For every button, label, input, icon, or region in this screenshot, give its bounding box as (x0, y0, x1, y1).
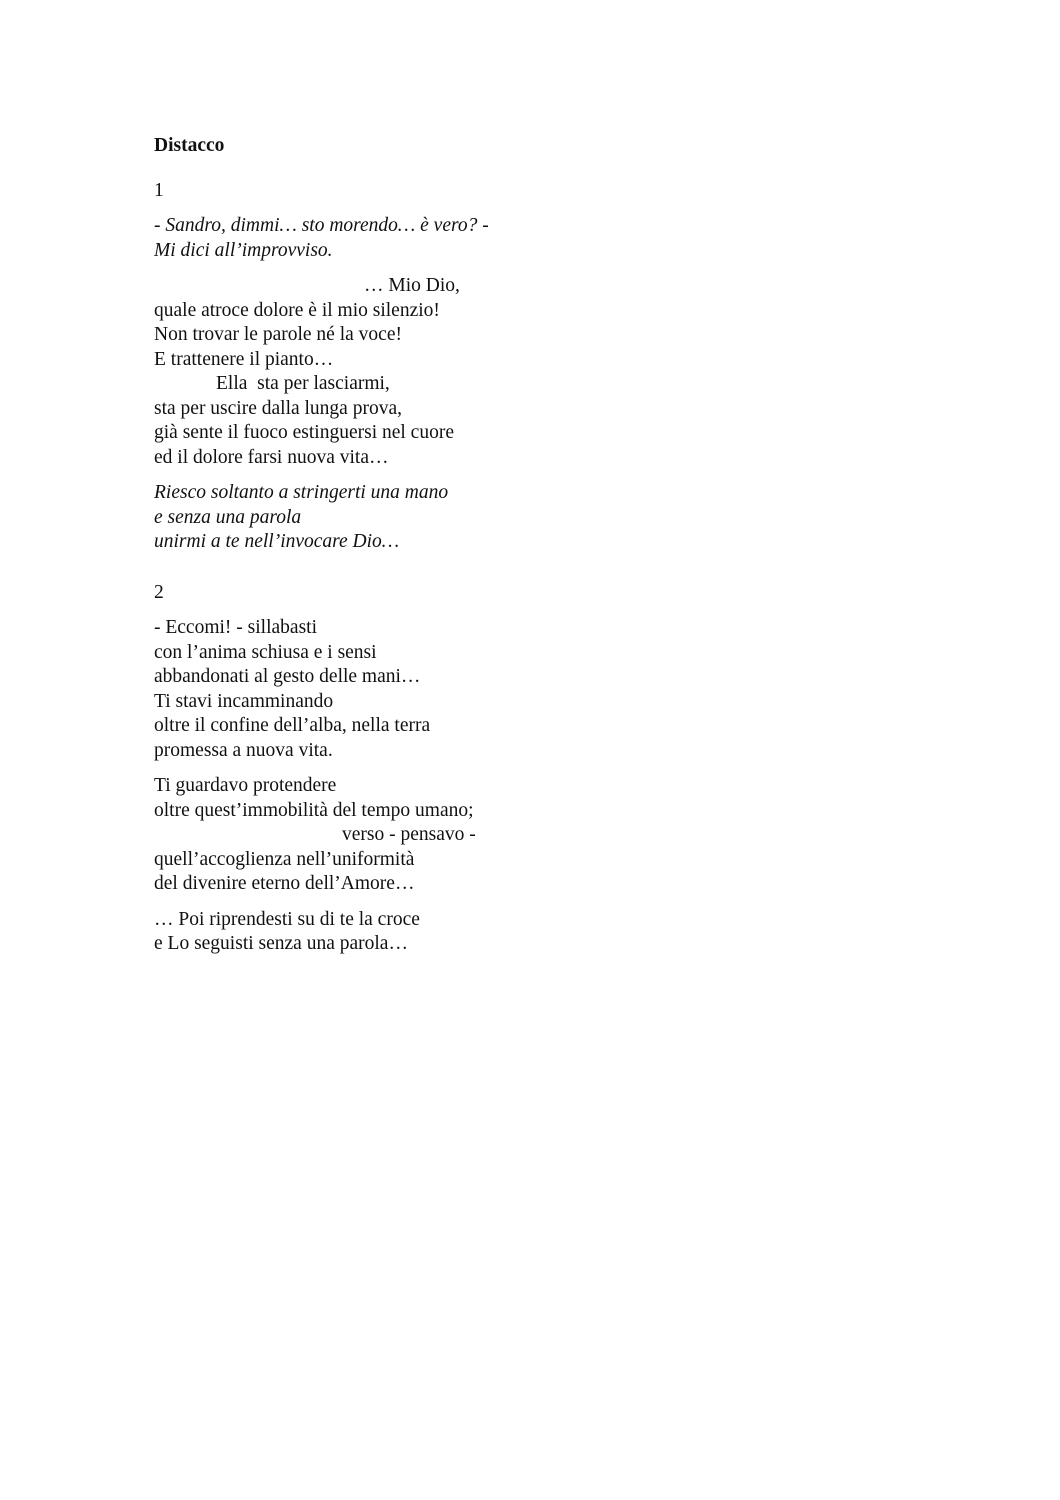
poem-line: E trattenere il pianto… (154, 348, 334, 370)
section-number: 1 (154, 179, 164, 201)
poem-line: Ti guardavo protendere (154, 775, 337, 796)
stanza (154, 481, 754, 555)
poem-line: verso - pensavo - (342, 824, 476, 845)
section-2 (154, 581, 754, 957)
poem-line: e Lo seguisti senza una parola… (154, 933, 408, 954)
poem-line: Mi dici all’improvviso. (154, 239, 333, 261)
poem-line: … Poi riprendesti su di te la croce (154, 908, 420, 930)
poem-line: ed il dolore farsi nuova vita… (154, 446, 389, 468)
poem-line: Ti stavi incamminando (154, 690, 334, 712)
stanza (154, 616, 754, 763)
poem-line: sta per uscire dalla lunga prova, (154, 397, 402, 419)
poem-line: abbandonati al gesto delle mani… (154, 666, 421, 687)
poem-line: già sente il fuoco estinguersi nel cuore (154, 422, 454, 443)
stanza (154, 908, 754, 957)
stanza (154, 774, 754, 897)
poem-line: Ella sta per lasciarmi, (216, 373, 390, 394)
poem-line: unirmi a te nell’invocare Dio… (154, 531, 400, 552)
poem-line: oltre il confine dell’alba, nella terra (154, 715, 431, 736)
poem-line: promessa a nuova vita. (154, 739, 333, 761)
poem-line: quell’accoglienza nell’uniformità (154, 848, 415, 870)
section-spacer (154, 566, 754, 581)
stanza (154, 214, 754, 263)
poem-line: del divenire eterno dell’Amore… (154, 873, 415, 894)
poem-line: e senza una parola (154, 506, 302, 528)
section-number: 2 (154, 581, 164, 603)
poem-line: - Sandro, dimmi… sto morendo… è vero? - (154, 215, 489, 236)
poem-line: con l’anima schiusa e i sensi (154, 641, 377, 663)
poem-line: - Eccomi! - sillabasti (154, 617, 317, 638)
poem-line: quale atroce dolore è il mio silenzio! (154, 299, 440, 321)
poem-line: oltre quest’immobilità del tempo umano; (154, 799, 474, 821)
poem-line: Non trovar le parole né la voce! (154, 324, 402, 345)
section-1 (154, 179, 754, 555)
poem-title: Distacco (154, 135, 225, 156)
poem-line: … Mio Dio, (364, 275, 460, 296)
poem-content (154, 134, 754, 968)
poem-line: Riesco soltanto a stringerti una mano (154, 482, 449, 503)
stanza (154, 274, 754, 470)
